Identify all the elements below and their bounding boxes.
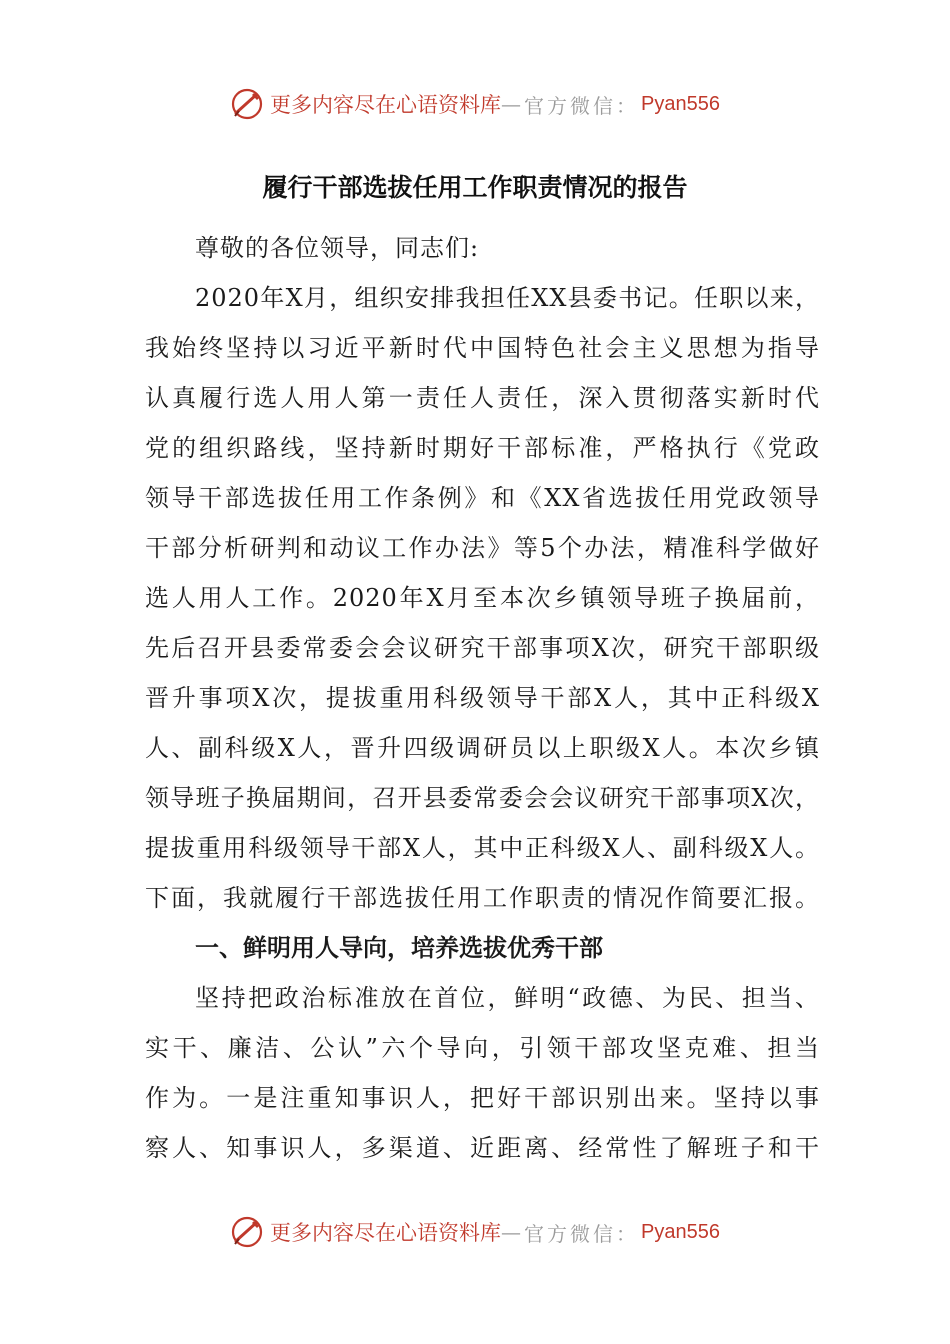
banner-wechat-id: Pyan556 bbox=[641, 1220, 720, 1243]
section-heading: 一、鲜明用人导向，培养选拔优秀干部 bbox=[195, 934, 603, 962]
paragraph-line: 先后召开县委常委会会议研究干部事项X次，研究干部职级 bbox=[145, 634, 820, 662]
paragraph-line: 提拔重用科级领导干部X人，其中正科级X人、副科级X人。 bbox=[145, 834, 820, 862]
pen-logo-icon bbox=[230, 1215, 264, 1249]
paragraph-line: 领导干部选拔任用工作条例》和《XX省选拔任用党政领导 bbox=[145, 484, 820, 512]
document-body bbox=[145, 223, 820, 1173]
paragraph-line: 干部分析研判和动议工作办法》等5个办法，精准科学做好 bbox=[145, 534, 820, 562]
paragraph-line: 我始终坚持以习近平新时代中国特色社会主义思想为指导 bbox=[145, 334, 820, 362]
paragraph-2 bbox=[145, 973, 820, 1173]
banner-dash: — bbox=[501, 1220, 525, 1244]
paragraph-line: 察人、知事识人，多渠道、近距离、经常性了解班子和干 bbox=[145, 1134, 820, 1162]
pen-logo-icon bbox=[230, 87, 264, 121]
document-title: 履行干部选拔任用工作职责情况的报告 bbox=[262, 173, 688, 202]
paragraph-1 bbox=[145, 273, 820, 923]
banner-wechat-id: Pyan556 bbox=[641, 92, 720, 115]
paragraph-line: 下面，我就履行干部选拔任用工作职责的情况作简要汇报。 bbox=[145, 884, 820, 912]
header-watermark-banner bbox=[0, 84, 950, 124]
paragraph-line: 晋升事项X次，提拔重用科级领导干部X人，其中正科级X bbox=[145, 684, 820, 712]
banner-text: 更多内容尽在心语资料库 bbox=[270, 93, 502, 117]
paragraph-line: 党的组织路线，坚持新时期好干部标准，严格执行《党政 bbox=[145, 434, 820, 462]
paragraph-line: 坚持把政治标准放在首位，鲜明“政德、为民、担当、 bbox=[195, 984, 820, 1012]
salutation: 尊敬的各位领导，同志们: bbox=[195, 234, 480, 262]
banner-dash: — bbox=[501, 92, 525, 116]
paragraph-line: 人、副科级X人，晋升四级调研员以上职级X人。本次乡镇 bbox=[145, 734, 820, 762]
footer-watermark-banner bbox=[0, 1212, 950, 1252]
paragraph-line: 认真履行选人用人第一责任人责任，深入贯彻落实新时代 bbox=[145, 384, 820, 412]
paragraph-line: 2020年X月，组织安排我担任XX县委书记。任职以来， bbox=[195, 284, 820, 312]
paragraph-line: 选人用人工作。2020年X月至本次乡镇领导班子换届前， bbox=[145, 584, 820, 612]
banner-wechat-label: 官方微信： bbox=[524, 1221, 640, 1246]
paragraph-line: 领导班子换届期间，召开县委常委会会议研究干部事项X次， bbox=[145, 784, 820, 812]
banner-text: 更多内容尽在心语资料库 bbox=[270, 1221, 502, 1245]
banner-wechat-label: 官方微信： bbox=[524, 93, 640, 118]
paragraph-line: 作为。一是注重知事识人，把好干部识别出来。坚持以事 bbox=[145, 1084, 820, 1112]
paragraph-line: 实干、廉洁、公认”六个导向，引领干部攻坚克难、担当 bbox=[145, 1034, 820, 1062]
